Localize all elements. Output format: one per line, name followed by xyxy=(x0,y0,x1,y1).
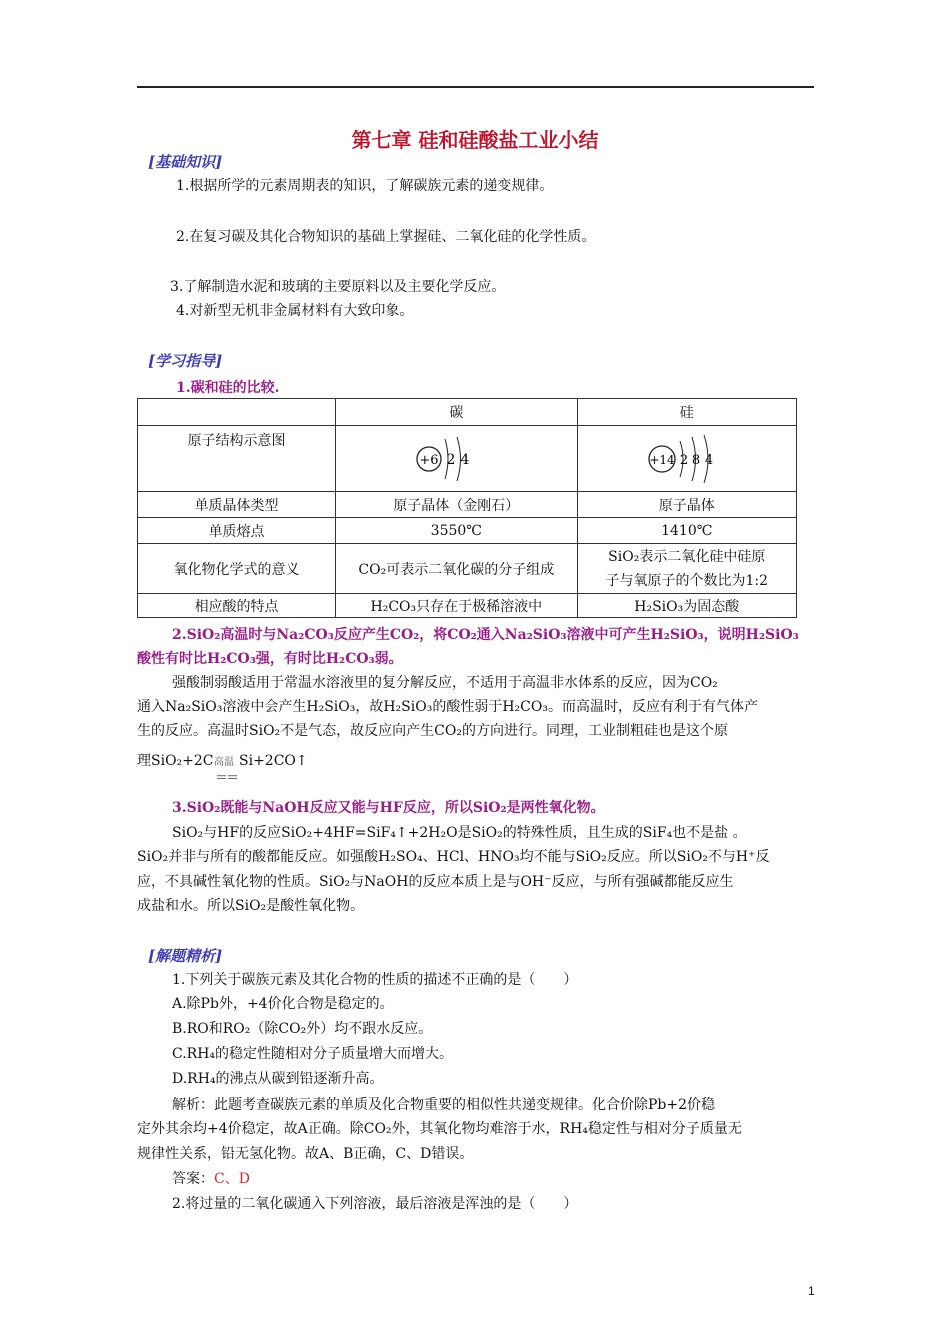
question-2-stem: 2.将过量的二氧化碳通入下列溶液，最后溶液是浑浊的是（ ） xyxy=(172,1196,578,1212)
table-cell: H₂SiO₃为固态酸 xyxy=(577,594,797,618)
table-row-label: 单质熔点 xyxy=(138,518,336,544)
guide-heading-1: 1.碳和硅的比较. xyxy=(176,380,280,396)
section-basic: [基础知识] xyxy=(148,153,223,171)
silicon-atom-diagram xyxy=(577,426,797,492)
table-row xyxy=(138,594,797,618)
paragraph-line: SiO₂与HF的反应SiO₂+4HF=SiF₄↑+2H₂O是SiO₂的特殊性质，且生成的SiF₄也不是盐 。 xyxy=(172,825,747,841)
carbon-atom-structure-icon xyxy=(401,427,511,487)
section-solve: [解题精析] xyxy=(148,947,223,965)
answer-label: 答案： xyxy=(172,1171,214,1187)
answer-value: C、D xyxy=(214,1171,250,1187)
table-cell xyxy=(138,399,336,426)
table-cell: CO₂可表示二氧化碳的分子组成 xyxy=(336,544,577,594)
svg-text:2: 2 xyxy=(679,452,688,468)
paragraph-line: 通入Na₂SiO₃溶液中会产生H₂SiO₃，故H₂SiO₃的酸性弱于H₂CO₃。而高温时，反应有利于有气体产 xyxy=(137,699,758,715)
table-row-label: 原子结构示意图 xyxy=(138,426,336,492)
table-row xyxy=(138,518,797,544)
table-row xyxy=(138,544,797,594)
table-cell-line: 子与氧原子的个数比为1:2 xyxy=(605,572,769,589)
svg-text:8: 8 xyxy=(691,452,700,468)
table-row-label: 相应酸的特点 xyxy=(138,594,336,618)
equation-condition: 高温 xyxy=(214,757,234,768)
paragraph-line: 生的反应。高温时SiO₂不是气态，故反应向产生CO₂的方向进行。同理，工业制粗硅也是这个原 xyxy=(137,723,728,739)
equation-left: 理SiO₂+2C xyxy=(137,753,214,769)
table-row-label: 单质晶体类型 xyxy=(138,492,336,518)
table-header-row xyxy=(138,399,797,426)
analysis-line: 定外其余均+4价稳定，故A正确。除CO₂外，其氧化物均难溶于水，RH₄稳定性与相对分子质量无 xyxy=(137,1121,742,1137)
basic-item-3: 3.了解制造水泥和玻璃的主要原料以及主要化学反应。 xyxy=(170,279,506,295)
question-1-option-c: C.RH₄的稳定性随相对分子质量增大而增大。 xyxy=(172,1046,454,1062)
table-row-label: 氧化物化学式的意义 xyxy=(138,544,336,594)
svg-text:+6: +6 xyxy=(419,452,439,468)
paragraph-line: 强酸制弱酸适用于常温水溶液里的复分解反应，不适用于高温非水体系的反应，因为CO₂ xyxy=(172,675,718,691)
header-rule xyxy=(137,86,814,88)
guide-heading-3: 3.SiO₂既能与NaOH反应又能与HF反应，所以SiO₂是两性氧化物。 xyxy=(172,800,605,816)
silicon-atom-structure-icon xyxy=(632,427,742,487)
table-row xyxy=(138,426,797,492)
paragraph-line: 成盐和水。所以SiO₂是酸性氧化物。 xyxy=(137,898,365,914)
table-cell xyxy=(577,544,797,594)
table-cell: 原子晶体 xyxy=(577,492,797,518)
analysis-line: 规律性关系，铅无氢化物。故A、B正确，C、D错误。 xyxy=(137,1146,474,1162)
carbon-atom-diagram xyxy=(336,426,577,492)
svg-text:4: 4 xyxy=(704,452,713,468)
guide-heading-2-line2: 酸性有时比H₂CO₃强，有时比H₂CO₃弱。 xyxy=(137,651,403,667)
equation-right: Si+2CO↑ xyxy=(239,753,308,769)
basic-item-1: 1.根据所学的元素周期表的知识，了解碳族元素的递变规律。 xyxy=(176,178,554,194)
table-row xyxy=(138,492,797,518)
question-1-stem: 1.下列关于碳族元素及其化合物的性质的描述不正确的是（ ） xyxy=(172,972,578,988)
table-cell: 原子晶体（金刚石） xyxy=(336,492,577,518)
table-header-carbon: 碳 xyxy=(336,399,577,426)
page-title: 第七章 硅和硅酸盐工业小结 xyxy=(351,128,599,152)
equation-equals: ＝＝ xyxy=(215,771,238,786)
table-cell: H₂CO₃只存在于极稀溶液中 xyxy=(336,594,577,618)
basic-item-4: 4.对新型无机非金属材料有大致印象。 xyxy=(176,303,414,319)
question-1-option-d: D.RH₄的沸点从碳到铅逐渐升高。 xyxy=(172,1071,384,1087)
table-header-silicon: 硅 xyxy=(577,399,797,426)
guide-heading-2-line1: 2.SiO₂高温时与Na₂CO₃反应产生CO₂，将CO₂通入Na₂SiO₃溶液中可产生H₂SiO₃，说明H₂SiO₃ xyxy=(172,627,799,643)
svg-text:2: 2 xyxy=(446,451,456,468)
page-number: 1 xyxy=(808,1284,815,1298)
section-guide: [学习指导] xyxy=(148,352,223,370)
basic-item-2: 2.在复习碳及其化合物知识的基础上掌握硅、二氧化硅的化学性质。 xyxy=(176,229,596,245)
table-cell: 1410℃ xyxy=(577,518,797,544)
answer-line xyxy=(172,1166,250,1192)
table-cell-line: SiO₂表示二氧化硅中硅原 xyxy=(608,548,766,565)
question-1-option-a: A.除Pb外，+4价化合物是稳定的。 xyxy=(172,996,394,1012)
svg-text:+14: +14 xyxy=(649,452,675,467)
paragraph-line: 应，不具碱性氧化物的性质。SiO₂与NaOH的反应本质上是与OH⁻反应，与所有强碱都能反应生 xyxy=(137,874,734,890)
comparison-table xyxy=(137,398,797,618)
question-1-option-b: B.RO和RO₂（除CO₂外）均不跟水反应。 xyxy=(172,1021,433,1037)
table-cell: 3550℃ xyxy=(336,518,577,544)
paragraph-line: SiO₂并非与所有的酸都能反应。如强酸H₂SO₄、HCl、HNO₃均不能与SiO₂反应。所以SiO₂不与H⁺反 xyxy=(137,849,770,865)
analysis-line: 解析：此题考查碳族元素的单质及化合物重要的相似性共递变规律。化合价除Pb+2价稳 xyxy=(172,1097,716,1113)
svg-text:4: 4 xyxy=(460,451,470,468)
